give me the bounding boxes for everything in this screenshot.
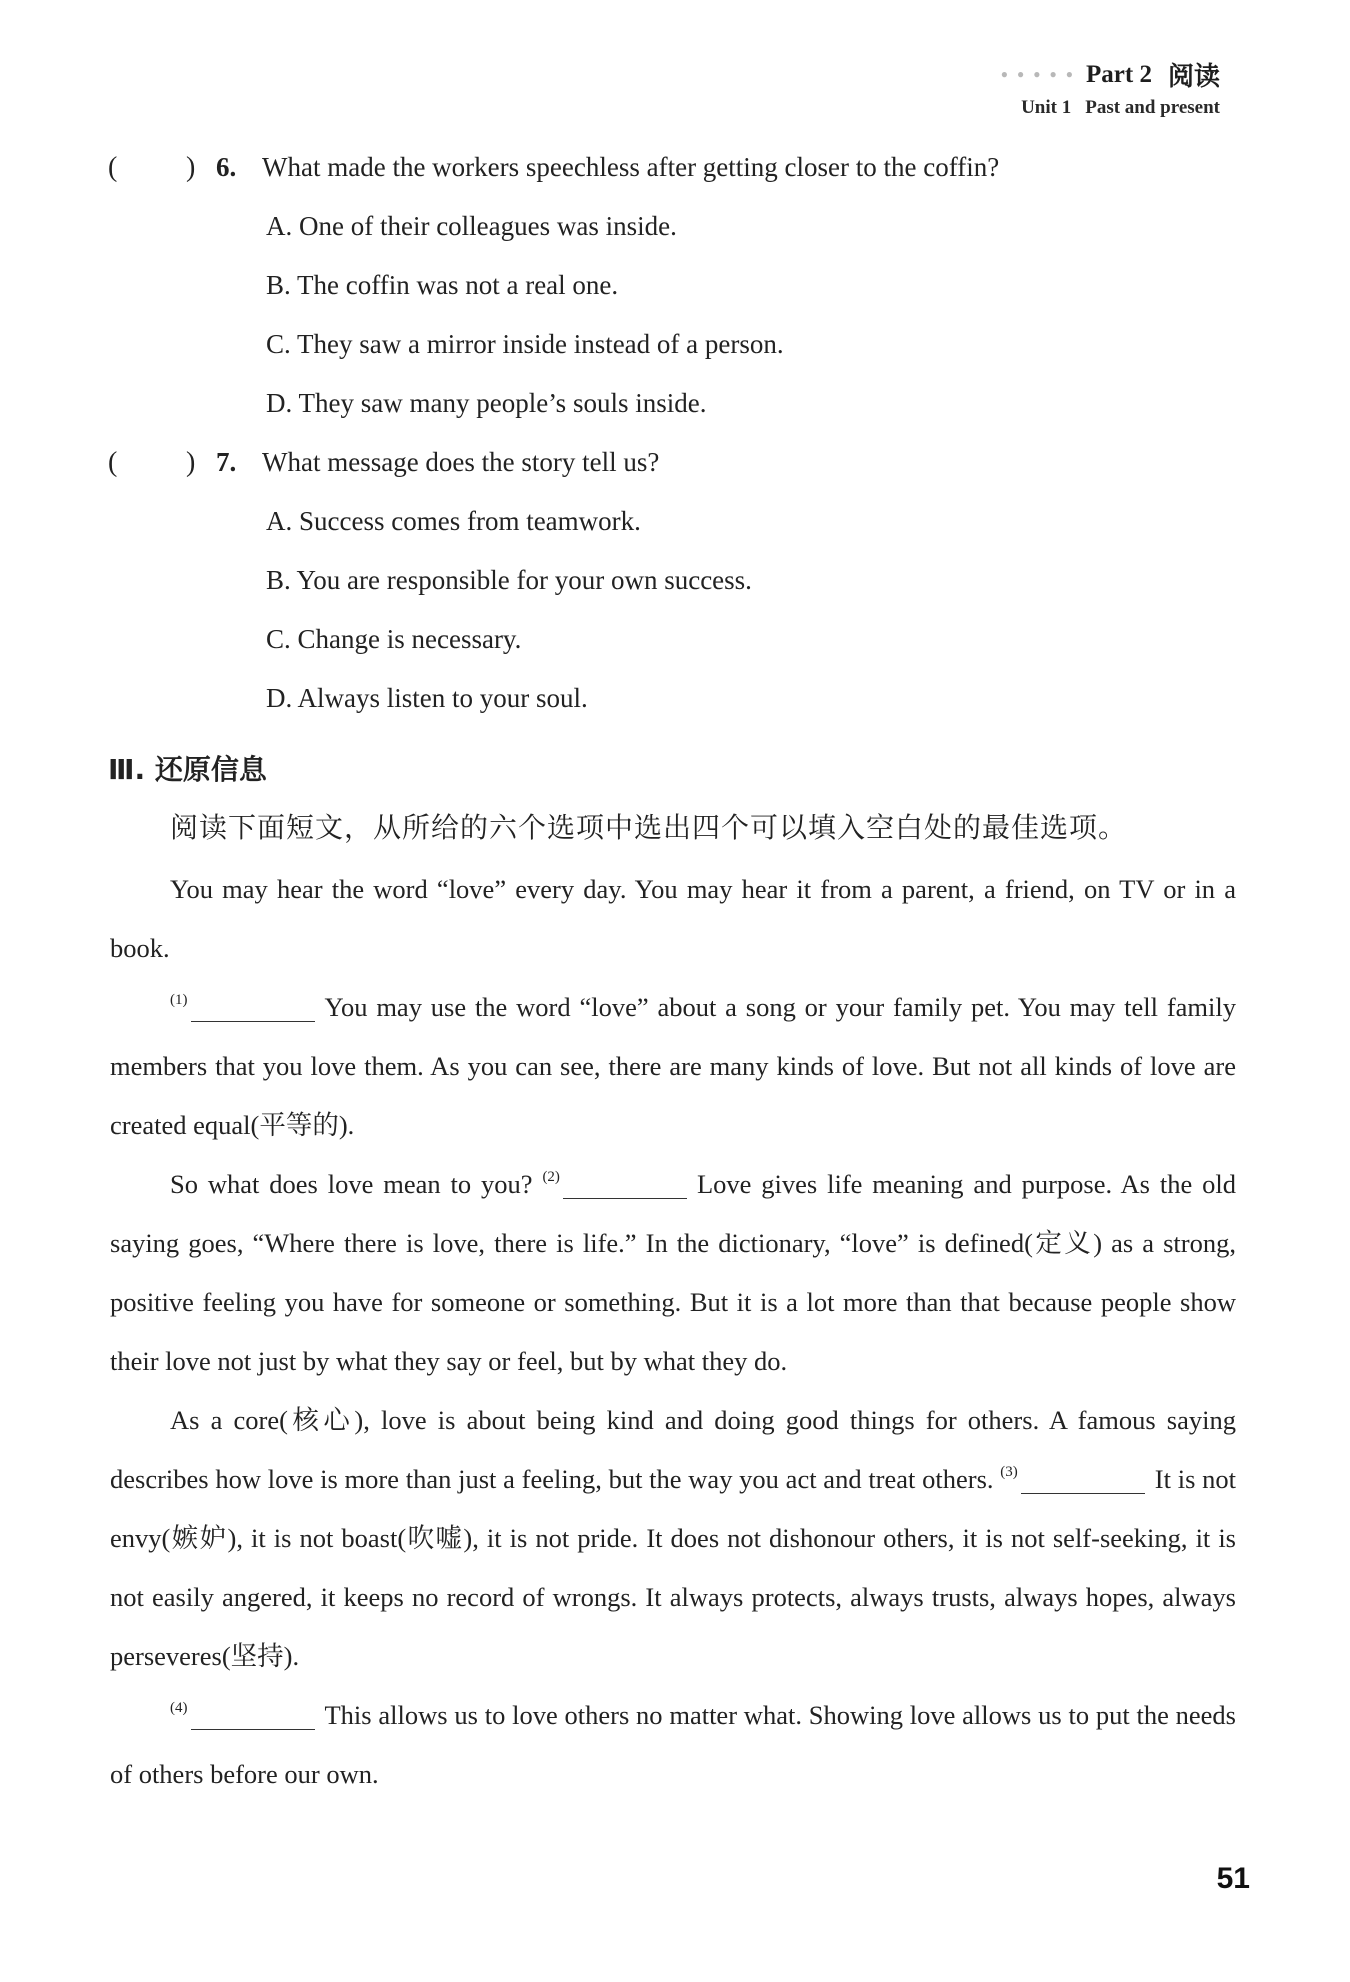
answer-blank[interactable] bbox=[191, 993, 315, 1022]
option-text: C. They saw a mirror inside instead of a person. bbox=[266, 329, 784, 359]
option-d bbox=[0, 677, 1350, 736]
passage-text: As a core(核心), love is about being kind and doing good things for others. A famous saying describes how love is more than just a feeling, but the way you act and treat others. bbox=[110, 1405, 1236, 1494]
header-part-line bbox=[1001, 56, 1220, 93]
header-unit: Unit 1 bbox=[1021, 97, 1072, 118]
option-b bbox=[0, 264, 1350, 323]
question-number: 7. bbox=[216, 447, 237, 477]
answer-blank[interactable] bbox=[1021, 1465, 1145, 1494]
reading-passage bbox=[110, 860, 1236, 1804]
questions-block bbox=[0, 146, 1350, 736]
passage-paragraph bbox=[110, 860, 1236, 978]
question-number: 6. bbox=[216, 152, 237, 182]
option-c bbox=[0, 323, 1350, 382]
passage-text: Love gives life meaning and purpose. As the old saying goes, “Where there is love, there is life.” In the dictionary, “love” is defined(定义) as a strong, positive feeling you have for someone or something. But it is a lot more than that because people show their love not just by what they say or feel, but by what they do. bbox=[110, 1169, 1236, 1376]
blank-marker: (2) bbox=[542, 1169, 560, 1185]
question-text: What made the workers speechless after getting closer to the coffin? bbox=[262, 152, 1000, 182]
option-text: B. The coffin was not a real one. bbox=[266, 270, 619, 300]
passage-paragraph bbox=[110, 978, 1236, 1155]
section-instruction: 阅读下面短文，从所给的六个选项中选出四个可以填入空白处的最佳选项。 bbox=[170, 811, 1128, 844]
option-text: A. Success comes from teamwork. bbox=[266, 506, 641, 536]
passage-paragraph bbox=[110, 1391, 1236, 1686]
passage-text: You may use the word “love” about a song or your family pet. You may tell family members that you love them. As you can see, there are many kinds of love. But not all kinds of love are created equal(平等的). bbox=[110, 992, 1236, 1140]
option-c bbox=[0, 618, 1350, 677]
question-7 bbox=[0, 441, 1350, 500]
header-dots-ornament: ● ● ● ● ● bbox=[1000, 67, 1077, 81]
header-part-cn: 阅读 bbox=[1167, 62, 1220, 92]
option-d bbox=[0, 382, 1350, 441]
option-text: B. You are responsible for your own success. bbox=[266, 565, 752, 595]
passage-text: So what does love mean to you? bbox=[170, 1169, 543, 1199]
header-unit-line bbox=[1001, 97, 1220, 119]
option-text: D. They saw many people’s souls inside. bbox=[266, 388, 707, 418]
passage-paragraph bbox=[110, 1155, 1236, 1391]
answer-paren[interactable] bbox=[108, 447, 198, 479]
passage-paragraph bbox=[110, 1686, 1236, 1804]
header-part: Part 2 bbox=[1086, 60, 1152, 88]
answer-paren[interactable] bbox=[108, 152, 198, 184]
option-a bbox=[0, 205, 1350, 264]
passage-text: This allows us to love others no matter what. Showing love allows us to put the needs of others before our own. bbox=[110, 1700, 1236, 1789]
option-a bbox=[0, 500, 1350, 559]
blank-marker: (4) bbox=[170, 1700, 188, 1716]
option-text: A. One of their colleagues was inside. bbox=[266, 211, 677, 241]
paren-left: ( bbox=[108, 152, 118, 183]
passage-text: It is not envy(嫉妒), it is not boast(吹嘘), it is not pride. It does not dishonour others, it is not self-seeking, it is not easily angered, it keeps no record of wrongs. It always protects, always trusts, always hopes, always perseveres(坚持). bbox=[110, 1464, 1236, 1671]
header-unit-title: Past and present bbox=[1085, 97, 1220, 118]
answer-blank[interactable] bbox=[563, 1170, 687, 1199]
passage-text: You may hear the word “love” every day. You may hear it from a parent, a friend, on TV or in a book. bbox=[110, 874, 1236, 963]
option-b bbox=[0, 559, 1350, 618]
page-number: 51 bbox=[1216, 1862, 1250, 1895]
question-text: What message does the story tell us? bbox=[262, 447, 660, 477]
paren-right: ) bbox=[186, 447, 196, 478]
paren-left: ( bbox=[108, 447, 118, 478]
question-6 bbox=[0, 146, 1350, 205]
paren-right: ) bbox=[186, 152, 196, 183]
running-header bbox=[1001, 56, 1220, 119]
option-text: C. Change is necessary. bbox=[266, 624, 522, 654]
blank-marker: (3) bbox=[1000, 1464, 1018, 1480]
blank-marker: (1) bbox=[170, 992, 188, 1008]
section-title: Ⅲ. 还原信息 bbox=[108, 753, 267, 786]
answer-blank[interactable] bbox=[191, 1701, 315, 1730]
option-text: D. Always listen to your soul. bbox=[266, 683, 588, 713]
